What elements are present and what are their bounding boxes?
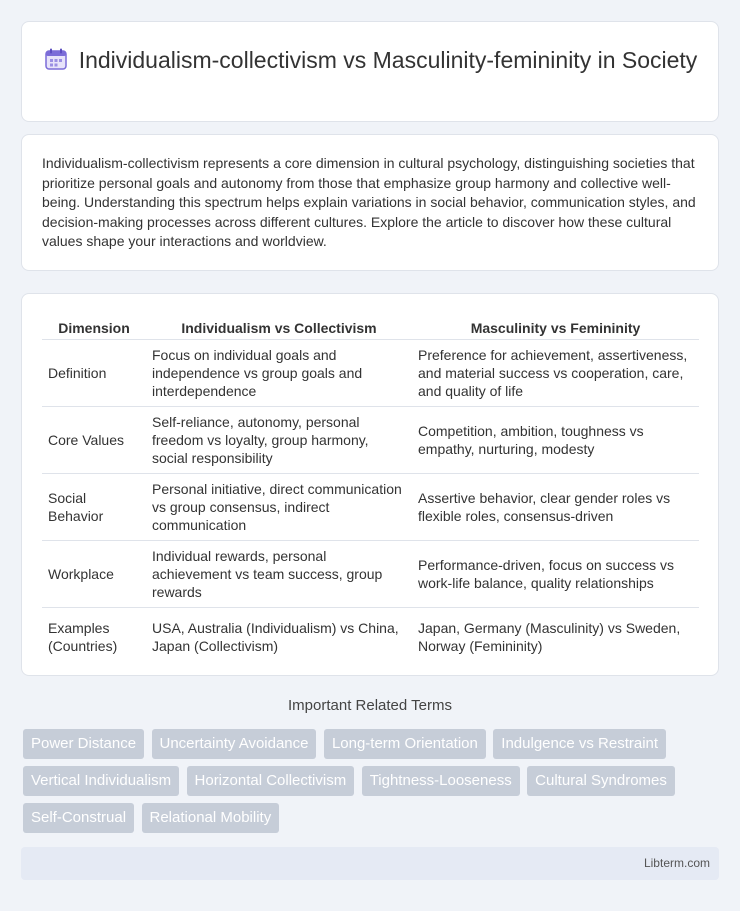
row-label: Social Behavior xyxy=(42,474,146,541)
masculinity-cell: Assertive behavior, clear gender roles vs flexible roles, consensus-driven xyxy=(412,474,699,541)
individualism-cell: Focus on individual goals and independence vs group goals and interdependence xyxy=(146,340,412,407)
masculinity-cell: Competition, ambition, toughness vs empathy, nurturing, modesty xyxy=(412,407,699,474)
header-dimension: Dimension xyxy=(42,314,146,340)
related-term-tag[interactable]: Power Distance xyxy=(23,729,144,759)
related-term-tag[interactable]: Relational Mobility xyxy=(142,803,280,833)
row-label: Workplace xyxy=(42,541,146,608)
related-term-tag[interactable]: Vertical Individualism xyxy=(23,766,179,796)
header-individualism: Individualism vs Collectivism xyxy=(146,314,412,340)
related-term-tag[interactable]: Uncertainty Avoidance xyxy=(152,729,317,759)
related-term-tag[interactable]: Long-term Orientation xyxy=(324,729,486,759)
row-label: Examples (Countries) xyxy=(48,619,118,654)
table-row xyxy=(42,608,699,666)
row-label: Definition xyxy=(42,340,146,407)
table-row xyxy=(42,407,699,474)
individualism-cell: Personal initiative, direct communication vs group consensus, indirect communication xyxy=(146,474,412,541)
table-header-row xyxy=(42,314,699,340)
related-term-tag[interactable]: Horizontal Collectivism xyxy=(187,766,355,796)
individualism-cell: Self-reliance, autonomy, personal freedom vs loyalty, group harmony, social responsibility xyxy=(146,407,412,474)
related-term-tag[interactable]: Tightness-Looseness xyxy=(362,766,520,796)
related-term-tag[interactable]: Self-Construal xyxy=(23,803,134,833)
individualism-cell: USA, Australia (Individualism) vs China, Japan (Collectivism) xyxy=(152,619,399,654)
header-masculinity: Masculinity vs Femininity xyxy=(412,314,699,340)
related-term-tag[interactable]: Indulgence vs Restraint xyxy=(493,729,666,759)
table-row xyxy=(42,541,699,608)
page-title: Individualism-collectivism vs Masculinity-femininity in Society xyxy=(78,47,698,73)
related-terms-heading: Important Related Terms xyxy=(288,697,452,714)
intro-paragraph: Individualism-collectivism represents a core dimension in cultural psychology, distinguishing societies that prioritize personal goals and autonomy from those that emphasize group harmony and collective well-being. Understanding this spectrum helps explain variations in social behavior, communication styles, and decision-making processes across different cultures. Explore the article to discover how these cultural values shape your interactions and worldview. xyxy=(42,155,696,249)
footer-bar xyxy=(21,847,719,880)
masculinity-cell: Preference for achievement, assertiveness, and material success vs cooperation, care, and quality of life xyxy=(412,340,699,407)
footer-brand-link[interactable]: Libterm.com xyxy=(643,856,710,870)
table-row xyxy=(42,340,699,407)
related-terms-list xyxy=(23,729,723,840)
calendar-icon xyxy=(43,46,69,72)
comparison-table-card xyxy=(21,293,719,676)
page-title-container xyxy=(22,46,718,75)
table-row xyxy=(42,474,699,541)
masculinity-cell: Performance-driven, focus on success vs work-life balance, quality relationships xyxy=(412,541,699,608)
related-term-tag[interactable]: Cultural Syndromes xyxy=(527,766,675,796)
intro-card xyxy=(21,134,719,271)
row-label: Core Values xyxy=(42,407,146,474)
comparison-table xyxy=(42,314,699,666)
individualism-cell: Individual rewards, personal achievement vs team success, group rewards xyxy=(146,541,412,608)
masculinity-cell: Japan, Germany (Masculinity) vs Sweden, Norway (Femininity) xyxy=(418,619,681,654)
header-card xyxy=(21,21,719,122)
